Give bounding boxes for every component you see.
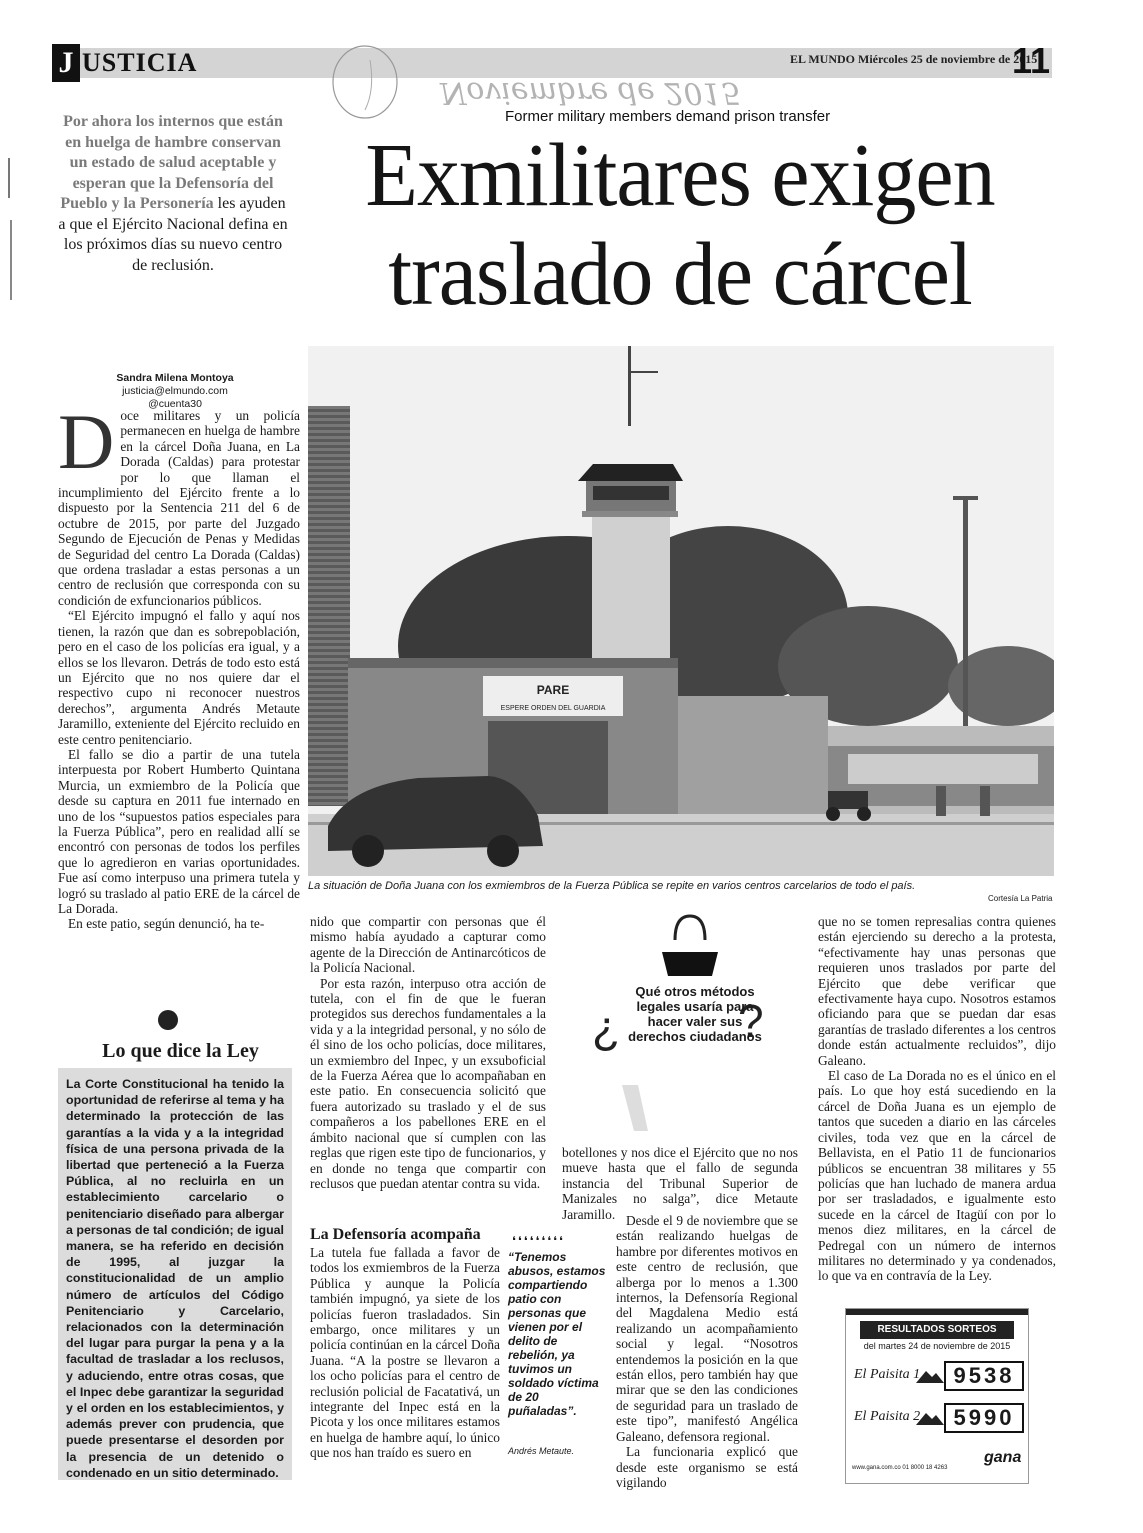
paragraph: Por esta razón, interpuso otra acción de tutela, con el fin de que le fueran protegidos sus derechos fundamentales a la vida y a la integridad personal, y no sólo de él sino de los ocho policías, doce militares, un exmiembro del Inpec, y un exsuboficial de la Fuerza Aérea que lo acompañaban en este patio. En consecuencia solicitó que fuera autorizado su traslado y el de sus compañeros a los pabellones ERE en el ámbito nacional que sí cumplen con las reglas que rigen este tipo de funcionarios, y en donde no tenga que compartir con reclusos que puedan atentar contra su vida. <box>310 975 546 1191</box>
scan-edge-mark <box>8 158 10 198</box>
binder-clip-icon <box>660 912 720 978</box>
paragraph: nido que compartir con personas que él mismo había ayudado a capturar como agente de la Dirección de Antinarcóticos de la Policía Nacional. <box>310 914 546 976</box>
gana-logo: gana <box>984 1449 1022 1466</box>
pin-icon <box>158 1010 178 1030</box>
lottery-top-bar <box>846 1309 1028 1315</box>
headline-line-2: traslado de cárcel <box>388 222 972 324</box>
question-box-text: Qué otros métodos legales usaría para hacer valer sus derechos ciudadanos <box>628 984 762 1044</box>
quote-marks: ❛❛❛❛❛❛❛❛❛ <box>512 1234 565 1248</box>
lottery-results-ad <box>845 1308 1029 1484</box>
lottery-game-2: El Paisita 2 <box>854 1409 921 1424</box>
gate-sign: PARE <box>536 683 570 697</box>
section-initial: J <box>52 44 80 82</box>
byline <box>110 372 240 411</box>
paragraph: En este patio, según denunció, ha te- <box>68 916 265 932</box>
paragraph: oce militares y un policía permanecen en huelga de hambre en la cárcel Doña Juana, en La Dorada (Caldas) para protestar por lo que llaman el incumplimiento del Ejército frente a lo dispuesto por la Sentencia 211 del 6 de octubre de 2015, por parte del Juzgado Segundo de Ejecución de Penas y Medidas de Seguridad del centro La Dorada (Caldas) que ordena trasladar a estas personas a un centro de reclusión que corresponda con su condición de exfuncionarios públicos. <box>58 408 300 608</box>
lottery-number-2: 5990 <box>944 1403 1024 1433</box>
prison-photo <box>308 346 1054 876</box>
paragraph: “El Ejército impugnó el fallo y aquí nos tienen, la razón que dan es sobrepoblación, pero en el caso de los policías era igual, y a ellos se los llevaron. Detrás de todo esto está un Ejército que no nos quiere dar el respectivo cupo ni reconocer nuestros derechos”, argumenta Andrés Metaute Jaramillo, exteniente del Ejército recluido en este centro penitenciario. <box>58 608 300 747</box>
question-close-mark: ? <box>738 995 764 1047</box>
mountain-icon <box>916 1411 944 1425</box>
deck-rest: les ayuden a que el Ejército Nacional defina en los próximos días su nuevo centro de reclusión. <box>58 195 288 274</box>
paragraph: que no se tomen represalias contra quienes están ejerciendo su derecho a la protesta, “efectivamente hay unas personas que requieren unos traslados por parte del Ejército que debe verificar que efectivamente haya cupo. Nosotros estamos oficiando para que se puedan dar esas garantías de traslado diferentes a los centros donde están actualmente recluidos”, dijo Galeano. <box>818 914 1056 1068</box>
paragraph: Desde el 9 de noviembre que se están realizando huelgas de hambre por diferentes motivos en este centro de reclusión, que alberga por lo menos a 1.300 internos, la Defensoría Regional del Magdalena Medio está realizando un acompañamiento social y legal. “Nosotros entendemos la posición en la que están ellos, pero también hay que mirar que se den las condiciones de seguridad para un traslado de este tipo”, manifestó Angélica Galeano, defensora regional. <box>616 1213 798 1444</box>
lottery-number-1: 9538 <box>944 1361 1024 1391</box>
lottery-footer: www.gana.com.co 01 8000 18 4263 <box>852 1465 948 1471</box>
law-box <box>58 1068 292 1480</box>
lottery-date: del martes 24 de noviembre de 2015 <box>863 1341 1011 1351</box>
article-column-3 <box>562 1145 798 1222</box>
lottery-game-1: El Paisita 1 <box>854 1367 921 1382</box>
photo-credit: Cortesía La Patria <box>988 894 1053 903</box>
paragraph: La funcionaria explicó que desde este organismo se está vigilando <box>616 1444 798 1490</box>
pull-quote: “Tenemos abusos, estamos compartiendo patio con personas que vienen por el delito de rebelión, ya tuvimos un soldado víctima de 20 puñaladas”. <box>508 1250 606 1418</box>
author-handle: @cuenta30 <box>148 398 202 410</box>
law-box-text: La Corte Constitucional ha tenido la oportunidad de referirse al tema y ha determinado la protección de las garantías a la vida y a la integridad física de una persona privada de la libertad que perteneció a la Fuerza Pública, al no recluirla en un establecimiento carcelario o penitenciario diseñado para albergar a personas de tal condición; de igual manera, se ha referido en decisión de 1995, al juzgar la constitucionalidad de un amplio número de artículos del Código Penitenciario y Carcelario, relacionados con la determinación del lugar para purgar la pena y a la facultad de trasladar a los reclusos, y aduciendo, entre otras cosas, que el Inpec debe garantizar la seguridad y el orden en los establecimientos, y además prever con prudencia, que puede presentarse el desorden por la presencia de un detenido o condenado en un sitio determinado. <box>66 1077 284 1480</box>
headline <box>300 125 1060 322</box>
section-logo <box>52 44 227 82</box>
paragraph: botellones y nos dice el Ejército que no nos mueve hasta que el fallo de segunda instancia del Tribunal Superior de Manizales no salga”, dice Metaute Jaramillo. <box>562 1145 798 1222</box>
scan-edge-mark <box>10 220 12 300</box>
gate-sign-sub: ESPERE ORDEN DEL GUARDIA <box>500 705 606 712</box>
prison-photo-illustration <box>308 346 1054 876</box>
paragraph: La tutela fue fallada a favor de todos los exmiembros de la Fuerza Pública y aunque la Policía también impugnó, ya siete de los policías fueron trasladados. Sin embargo, once militares y un policía continúan en la cárcel Doña Juana. “A la postre se llevaron a los ocho policías para el centro de reclusión policial de Facatativá, un integrante del Inpec está en la Picota y los once militares estamos en huelga de hambre aquí, lo único que nos han traído es suero en <box>310 1245 500 1461</box>
law-box-title: Lo que dice la Ley <box>102 1040 259 1062</box>
mountain-icon <box>916 1369 944 1383</box>
subhead: La Defensoría acompaña <box>310 1226 481 1243</box>
paragraph: El caso de La Dorada no es el único en el país. Lo que hoy está sucediendo en la cárcel de Doña Juana es un ejemplo de tantos que suceden a diario en las cárceles civiles, toda vez que en la cárcel de Bellavista, en el Patio 11 de funcionarios públicos se encuentran 38 militares y 55 policías que han luchado de manera ardua por ser trasladados, e igualmente esto sucede en la cárcel de Itagüí con por lo menos diez militares, en la cárcel de Pedregal con un número de internos militares no determinado y ya condenados, lo que va en contravía de la Ley. <box>818 1068 1056 1284</box>
kicker: Former military members demand prison transfer <box>505 108 831 125</box>
article-column-3b <box>616 1213 798 1490</box>
deck <box>58 112 288 276</box>
handwriting-text: Noviembre de 2015 <box>440 75 741 110</box>
pen-tip-icon <box>618 1085 658 1135</box>
masthead: EL MUNDO Miércoles 25 de noviembre de 2015 <box>790 52 1038 66</box>
article-column-2b <box>310 1245 500 1461</box>
paragraph: El fallo se dio a partir de una tutela interpuesta por Robert Humberto Quintana Murcia, un exmiembro de la Policía que desde su captura en 2011 fue internado en uno de los “supuestos patios especiales para la Fuerza Pública”, pero en realidad allí se encontró con personas de todos los perfiles que lo agredieron en varias oportunidades. Fue así como interpuso una primera tutela y logró su traslado al patio ERE de la cárcel de La Dorada. <box>58 746 300 916</box>
handwriting-scribble <box>330 20 800 120</box>
author-name: Sandra Milena Montoya <box>116 372 234 384</box>
lottery-header: RESULTADOS SORTEOS <box>860 1321 1014 1339</box>
question-open-mark: ¿ <box>592 1001 621 1053</box>
photo-caption: La situación de Doña Juana con los exmiembros de la Fuerza Pública se repite en varios centros carcelarios de todo el país. <box>308 880 916 892</box>
author-email: justicia@elmundo.com <box>122 385 228 397</box>
pull-quote-author: Andrés Metaute. <box>508 1446 575 1456</box>
article-column-2 <box>310 914 546 1191</box>
page-number: 11 <box>1012 40 1051 81</box>
drop-cap: D <box>58 398 115 485</box>
headline-line-1: Exmilitares exigen <box>365 124 995 226</box>
deck-highlight: Por ahora los internos que están en huelga de hambre conservan un estado de salud aceptable y esperan que la Defensoría del Pueblo y la Personería <box>60 113 283 212</box>
article-column-4 <box>818 914 1056 1284</box>
section-name: USTICIA <box>82 48 198 77</box>
